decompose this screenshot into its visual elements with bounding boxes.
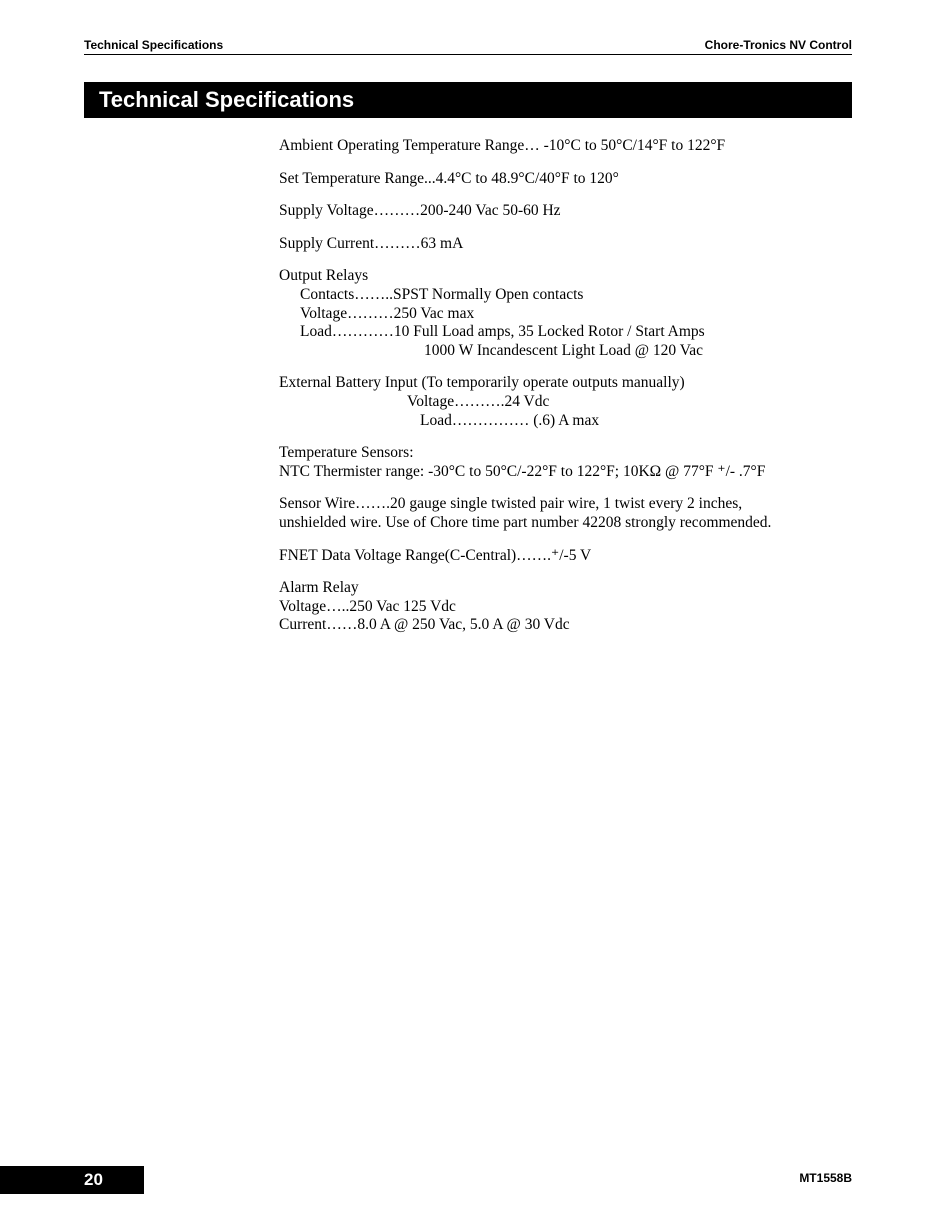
spec-alarm-relay (279, 579, 859, 635)
alarm-heading: Alarm Relay (279, 579, 359, 597)
section-title-bar (84, 82, 852, 118)
spec-battery-input (279, 374, 859, 430)
spec-temp-sensors (279, 444, 859, 481)
running-header-left: Technical Specifications (84, 38, 224, 52)
document-code: MT1558B (799, 1171, 852, 1185)
sensor-wire-line2: unshielded wire. Use of Chore time part number 42208 strongly recommended. (279, 513, 772, 531)
spec-output-relays (279, 267, 859, 360)
spec-sensor-wire (279, 495, 859, 532)
alarm-voltage: Voltage…..250 Vac 125 Vdc (279, 597, 456, 615)
running-header-right: Chore-Tronics NV Control (704, 38, 852, 52)
output-relays-load: Load…………10 Full Load amps, 35 Locked Rotor / Start Amps (300, 323, 705, 341)
spec-supply-current: Supply Current………63 mA (279, 234, 464, 252)
alarm-current: Current……8.0 A @ 250 Vac, 5.0 A @ 30 Vdc (279, 616, 570, 634)
sensors-heading: Temperature Sensors: (279, 444, 414, 462)
spec-list (279, 137, 859, 649)
sensors-ntc-range: NTC Thermister range: -30°C to 50°C/-22°F to 122°F; 10KΩ @ 77°F ⁺/- .7°F (279, 462, 766, 480)
page-number-box (0, 1166, 144, 1194)
page-number: 20 (84, 1170, 103, 1189)
sensor-wire-line1: Sensor Wire…….20 gauge single twisted pair wire, 1 twist every 2 inches, (279, 495, 743, 513)
spec-ambient-temp: Ambient Operating Temperature Range… -10°C to 50°C/14°F to 122°F (279, 137, 726, 154)
spec-set-temp: Set Temperature Range...4.4°C to 48.9°C/40°F to 120° (279, 169, 619, 187)
spec-supply-voltage: Supply Voltage………200-240 Vac 50-60 Hz (279, 202, 561, 220)
battery-load: Load…………… (.6) A max (420, 411, 600, 429)
output-relays-load-light: 1000 W Incandescent Light Load @ 120 Vac (424, 341, 703, 359)
section-title: Technical Specifications (99, 87, 355, 112)
output-relays-contacts: Contacts……..SPST Normally Open contacts (300, 285, 584, 303)
spec-fnet-voltage: FNET Data Voltage Range(C-Central)…….⁺/-5 V (279, 546, 592, 564)
battery-voltage: Voltage……….24 Vdc (407, 392, 550, 410)
header-divider (84, 54, 852, 55)
output-relays-heading: Output Relays (279, 267, 369, 285)
battery-heading: External Battery Input (To temporarily operate outputs manually) (279, 374, 685, 392)
output-relays-voltage: Voltage………250 Vac max (300, 304, 475, 322)
